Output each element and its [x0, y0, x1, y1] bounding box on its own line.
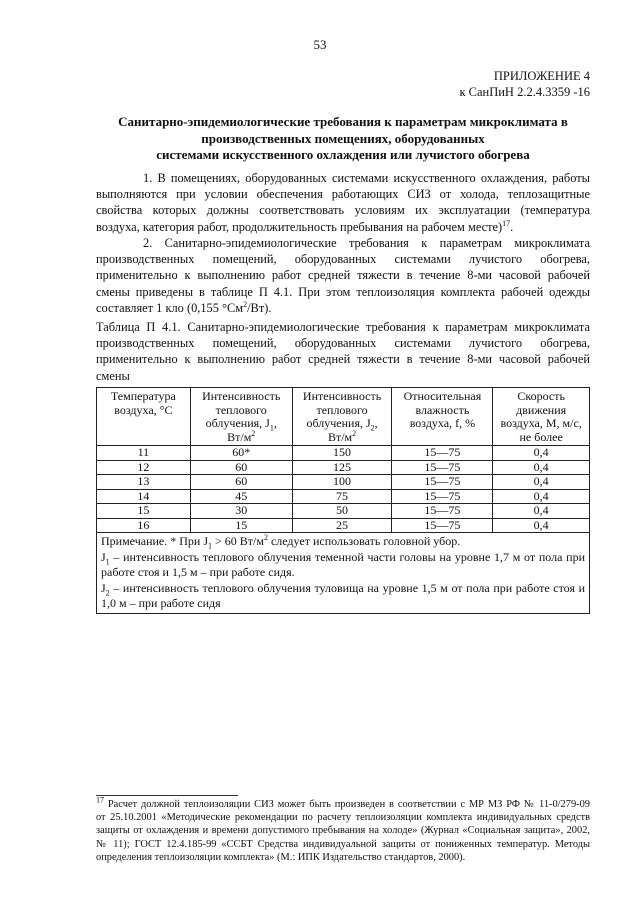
- table-cell: 150: [292, 446, 392, 461]
- text-line: № 11); ГОСТ 12.4.185-99 «ССБТ Средства индивидуальной защиты от пониженных температур. Методы: [96, 838, 590, 850]
- text-line: выполняются при условии обеспечения работающих СИЗ от холода, теплозащитные: [96, 187, 590, 202]
- title-line: производственных помещениях, оборудованных: [201, 130, 485, 146]
- table-cell: 12: [97, 460, 191, 475]
- text-line: производственных помещений, оборудованных системами лучистого обогрева,: [96, 252, 590, 267]
- table-cell: 15: [190, 518, 292, 533]
- table-cell: 15—75: [392, 504, 493, 519]
- paragraph-2: [96, 235, 590, 316]
- text-line: защиты от охлаждения и времени допустимого пребывания на холоде» (Журнал «Социальная защита», 2002,: [96, 825, 590, 837]
- table-cell: 15—75: [392, 460, 493, 475]
- footnote: [96, 795, 590, 864]
- appendix-title: ПРИЛОЖЕНИЕ 4: [493, 69, 590, 83]
- title-line: системами искусственного охлаждения или лучистого обогрева: [156, 147, 530, 162]
- header-temperature: Температура воздуха, °С: [97, 388, 191, 446]
- appendix-label: [459, 68, 590, 100]
- text-line: 1. В помещениях, оборудованных системами искусственного охлаждения, работы: [143, 171, 590, 185]
- table-row: [97, 460, 590, 475]
- table-note-row: [97, 533, 590, 614]
- microclimate-table: [96, 387, 590, 614]
- table-cell: 60: [190, 475, 292, 490]
- text-line: смены: [96, 368, 130, 383]
- table-note: Примечание. * При $J_1 > 60$ $Вт/м^2$ следует использовать головной убор. $J_1$ – интенсивность теплового облучения теменной части головы на уровне 1,7 м от пола при работе стоя и 1,5 м – при работе сидя. $J_2$ – интенсивность теплового облучения туловища на уровне 1,5 м от пола при работе стоя и 1,0 м – при работе сидя: [97, 533, 590, 614]
- appendix-reference: к СанПиН 2.2.4.3359 -16: [459, 85, 590, 99]
- table-cell: 15: [97, 504, 191, 519]
- text-line: определения теплоизоляции комплекта» (М.: ИПК Издательство стандартов, 2000).: [96, 851, 466, 863]
- table-row: [97, 489, 590, 504]
- text-line: 2. Санитарно-эпидемиологические требования к параметрам микроклимата: [143, 236, 590, 250]
- footnote-number: 17: [96, 795, 104, 805]
- table-row: [97, 475, 590, 490]
- text-line: Таблица П 4.1. Санитарно-эпидемиологические требования к параметрам микроклимата: [96, 320, 590, 334]
- text-line: воздуха, категория работ, продолжительность пребывания на рабочем месте)$^{17}$.: [96, 218, 514, 234]
- text-line: применительно к выполнению работ средней тяжести в течение 8-ми часовой рабочей: [96, 352, 590, 367]
- table-cell: 75: [292, 489, 392, 504]
- table-cell: 0,4: [493, 475, 590, 490]
- document-title: [96, 114, 590, 164]
- table-row: [97, 504, 590, 519]
- table-caption: [96, 319, 590, 384]
- table-cell: 30: [190, 504, 292, 519]
- table-cell: 14: [97, 489, 191, 504]
- table-cell: 15—75: [392, 489, 493, 504]
- header-air-speed: Скорость движения воздуха, М, м/с, не более: [493, 388, 590, 446]
- table-cell: 60*: [190, 446, 292, 461]
- table-cell: 15—75: [392, 446, 493, 461]
- table-cell: 15—75: [392, 518, 493, 533]
- text: составляет 1 кло (0,155 °См: [96, 300, 244, 315]
- footnote-ref[interactable]: 17: [502, 218, 511, 228]
- table-header-row: [97, 388, 590, 446]
- text-line: свойства которых должны соответствовать условиям их эксплуатации (температура: [96, 203, 590, 218]
- text-line: смены приведены в таблице П 4.1. При этом теплоизоляция комплекта рабочей одежды: [96, 284, 590, 299]
- text-line: применительно к выполнению работ средней тяжести в течение 8-ми часовой рабочей: [96, 268, 590, 283]
- text-line: $^{17}$ Расчет должной теплоизоляции СИЗ может быть произведен в соответствии с МР МЗ РФ № 11-0/279-09: [96, 795, 590, 810]
- footnote-separator: [96, 795, 238, 796]
- header-intensity-j1: Интенсивность теплового облучения, $J_1$, $Вт/м^2$: [190, 388, 292, 446]
- superscript: 2: [243, 299, 248, 309]
- table-cell: 0,4: [493, 460, 590, 475]
- text: воздуха, категория работ, продолжительность пребывания на рабочем месте): [96, 219, 503, 234]
- table-cell: 0,4: [493, 518, 590, 533]
- text-line: от 25.10.2001 «Методические рекомендации по расчету теплоизоляции комплекта индивидуальных средств: [96, 812, 590, 824]
- paragraph-1: [96, 170, 590, 235]
- table-row: [97, 518, 590, 533]
- table-cell: 45: [190, 489, 292, 504]
- table-cell: 0,4: [493, 489, 590, 504]
- header-intensity-j2: Интенсивность теплового облучения, $J_2$, $Вт/м^2$: [292, 388, 392, 446]
- text: /Вт).: [247, 300, 272, 315]
- table-cell: 25: [292, 518, 392, 533]
- title-line: Санитарно-эпидемиологические требования к параметрам микроклимата в: [118, 114, 568, 129]
- table-cell: 125: [292, 460, 392, 475]
- table-cell: 13: [97, 475, 191, 490]
- table-cell: 50: [292, 504, 392, 519]
- page-number: 53: [313, 37, 327, 52]
- table-cell: 0,4: [493, 446, 590, 461]
- table-cell: 15—75: [392, 475, 493, 490]
- table-row: [97, 446, 590, 461]
- table-cell: 11: [97, 446, 191, 461]
- table-cell: 0,4: [493, 504, 590, 519]
- table-cell: 60: [190, 460, 292, 475]
- text-line: производственных помещений, оборудованных системами лучистого обогрева,: [96, 336, 590, 351]
- table-cell: 100: [292, 475, 392, 490]
- table-cell: 16: [97, 518, 191, 533]
- text-line: [96, 300, 590, 316]
- header-humidity: Относительная влажность воздуха, f, %: [392, 388, 493, 446]
